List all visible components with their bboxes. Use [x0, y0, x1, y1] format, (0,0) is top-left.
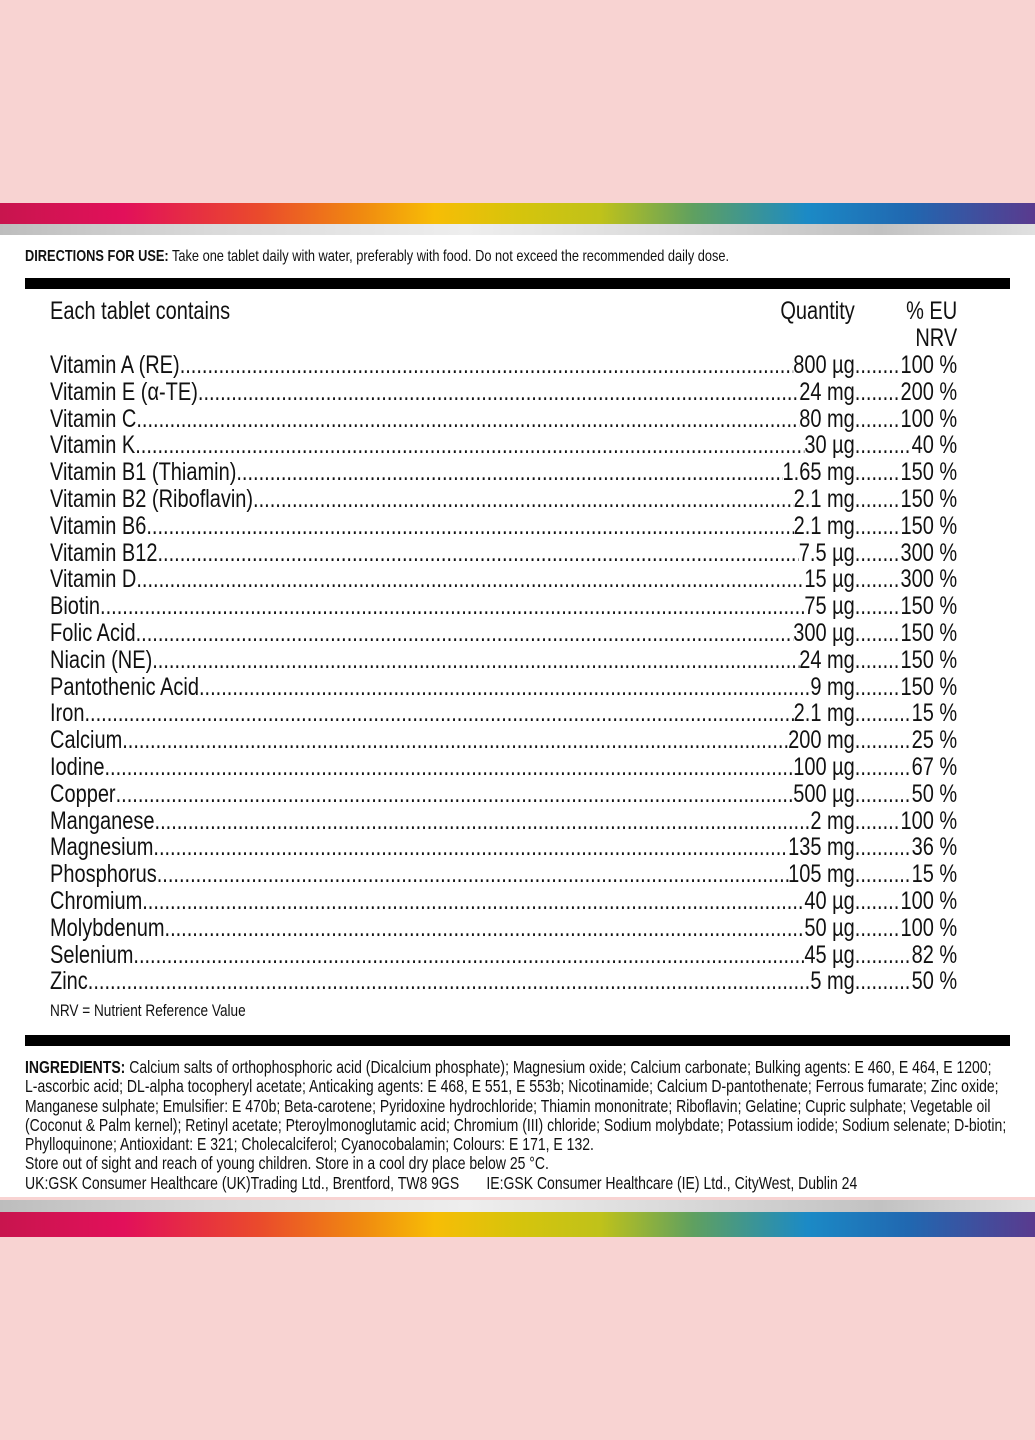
nutrient-quantity: 75 µg	[804, 593, 855, 620]
nutrient-name: Iodine	[50, 753, 105, 781]
dot-leader	[855, 593, 901, 620]
nutrient-name: Phosphorus	[50, 861, 157, 888]
nrv-footnote: NRV = Nutrient Reference Value	[50, 1001, 246, 1021]
silver-band-top	[0, 224, 1035, 235]
ingredients-line: L-ascorbic acid; DL-alpha tocopheryl acetate; Anticaking agents: E 468, E 551, E 553b; Nicotinamide; Calcium D-pantothenate; Ferrous fumarate; Zinc oxide;	[25, 1076, 999, 1097]
nutrient-row	[50, 834, 957, 861]
nutrient-quantity: 15 µg	[804, 566, 855, 594]
nutrient-name: Vitamin D	[50, 566, 137, 594]
nutrient-row	[50, 406, 957, 433]
nutrient-row	[50, 486, 957, 513]
nutrient-row	[50, 459, 957, 486]
dot-leader	[855, 808, 901, 835]
dot-leader	[855, 620, 901, 647]
dot-leader	[855, 781, 912, 808]
nutrient-row	[50, 593, 957, 620]
nutrient-row	[50, 754, 957, 781]
nutrient-quantity: 24 mg	[799, 378, 855, 406]
nutrient-row	[50, 915, 957, 942]
ingredients-line	[25, 1058, 1017, 1077]
nutrient-nrv-percent: 100 %	[900, 914, 958, 942]
nutrient-nrv-percent: 150 %	[900, 646, 958, 674]
nutrient-row	[50, 379, 957, 406]
nutrient-name: Folic Acid	[50, 619, 136, 647]
nutrient-quantity: 2.1 mg	[793, 485, 855, 513]
dot-leader	[146, 513, 793, 540]
silver-band-bottom	[0, 1200, 1035, 1212]
dot-leader	[84, 700, 793, 727]
nutrient-quantity: 1.65 mg	[782, 459, 855, 486]
dot-leader	[855, 406, 901, 433]
nutrient-nrv-percent: 100 %	[900, 405, 958, 433]
dot-leader	[122, 727, 788, 754]
dot-leader	[855, 888, 901, 915]
dot-leader	[855, 674, 901, 701]
nutrient-nrv-percent: 150 %	[900, 593, 958, 620]
dot-leader	[855, 513, 901, 540]
address-uk: UK:GSK Consumer Healthcare (UK)Trading Ltd., Brentford, TW8 9GS	[25, 1172, 460, 1193]
dot-leader	[855, 754, 912, 781]
nutrient-name: Vitamin K	[50, 432, 136, 460]
directions-text: Take one tablet daily with water, preferably with food. Do not exceed the recommended daily dose.	[168, 248, 730, 265]
nutrient-row	[50, 540, 957, 567]
dot-leader	[152, 647, 799, 674]
nutrient-row	[50, 352, 957, 379]
nutrient-quantity: 2.1 mg	[793, 512, 855, 540]
nutrient-name: Copper	[50, 780, 116, 808]
nutrient-quantity: 2.1 mg	[793, 700, 855, 728]
header-nrv-line1: % EU	[906, 297, 958, 325]
nutrient-quantity: 40 µg	[804, 887, 855, 915]
header-quantity: Quantity	[780, 297, 855, 325]
nutrient-quantity: 50 µg	[804, 914, 855, 942]
nutrient-nrv-percent: 100 %	[900, 887, 958, 915]
nutrient-row	[50, 620, 957, 647]
dot-leader	[855, 459, 901, 486]
ingredients-label: INGREDIENTS:	[25, 1057, 126, 1077]
nutrient-quantity: 135 mg	[788, 834, 855, 862]
nutrient-row	[50, 566, 957, 593]
nutrient-row	[50, 942, 957, 969]
addresses	[25, 1174, 1017, 1193]
nutrient-nrv-percent: 150 %	[900, 485, 958, 513]
dot-leader	[855, 352, 901, 379]
dot-leader	[133, 942, 804, 969]
nutrient-name: Vitamin B12	[50, 539, 158, 567]
nutrient-nrv-percent: 150 %	[900, 459, 958, 486]
nutrient-quantity: 5 mg	[810, 968, 855, 996]
dot-leader	[855, 861, 912, 888]
dot-leader	[180, 352, 794, 379]
nutrient-name: Vitamin A (RE)	[50, 352, 180, 379]
nutrient-row	[50, 700, 957, 727]
dot-leader	[157, 540, 798, 567]
dot-leader	[136, 620, 794, 647]
dot-leader	[198, 379, 799, 406]
dot-leader	[199, 674, 810, 701]
nutrient-quantity: 500 µg	[793, 780, 855, 808]
nutrient-nrv-percent: 50 %	[911, 968, 958, 996]
nutrient-quantity: 105 mg	[788, 861, 855, 888]
rainbow-stripe-top	[0, 203, 1035, 224]
nutrient-row	[50, 432, 957, 459]
dot-leader	[855, 727, 912, 754]
nutrient-quantity: 300 µg	[793, 619, 855, 647]
nutrient-name: Zinc	[50, 968, 88, 996]
dot-leader	[855, 834, 912, 861]
divider-bar-bottom	[25, 1035, 1010, 1046]
divider-bar-top	[25, 278, 1010, 289]
header-nrv-line2: NRV	[915, 324, 958, 352]
nutrient-nrv-percent: 100 %	[900, 807, 958, 835]
dot-leader	[116, 781, 794, 808]
dot-leader	[136, 566, 804, 593]
nutrient-nrv-percent: 40 %	[911, 432, 958, 460]
nutrient-nrv-percent: 300 %	[900, 539, 958, 567]
nutrient-nrv-percent: 15 %	[911, 861, 958, 888]
dot-leader	[135, 432, 804, 459]
nutrient-name: Niacin (NE)	[50, 646, 153, 674]
header-nrv	[855, 298, 957, 352]
nutrient-name: Vitamin B2 (Riboflavin)	[50, 485, 254, 513]
ingredients-line: Manganese sulphate; Emulsifier: E 470b; Beta-carotene; Pyridoxine hydrochloride; Thiamin mononitrate; Riboflavin; Gelatine; Cupric sulphate; Vegetable oil	[25, 1095, 991, 1116]
nutrient-quantity: 7.5 µg	[798, 539, 855, 567]
nutrient-quantity: 45 µg	[804, 941, 855, 969]
nutrient-row	[50, 968, 957, 995]
nutrient-name: Vitamin B1 (Thiamin)	[50, 459, 237, 486]
storage-text: Store out of sight and reach of young children. Store in a cool dry place below 25 °C.	[25, 1153, 549, 1174]
nutrient-name: Vitamin E (α-TE)	[50, 378, 198, 406]
nutrient-nrv-percent: 300 %	[900, 566, 958, 594]
nutrient-name: Vitamin B6	[50, 512, 147, 540]
ingredients-text: Calcium salts of orthophosphoric acid (Dicalcium phosphate); Magnesium oxide; Calcium carbonate; Bulking agents: E 460, E 464, E 1200;	[125, 1057, 992, 1077]
dot-leader	[88, 968, 811, 995]
nutrient-name: Magnesium	[50, 834, 154, 862]
dot-leader	[142, 888, 804, 915]
nutrient-quantity: 9 mg	[810, 673, 855, 701]
nutrient-quantity: 80 mg	[799, 405, 855, 433]
nutrient-name: Pantothenic Acid	[50, 673, 199, 701]
dot-leader	[855, 942, 912, 969]
dot-leader	[855, 486, 901, 513]
nutrient-quantity: 2 mg	[810, 807, 855, 835]
dot-leader	[855, 432, 912, 459]
dot-leader	[155, 808, 811, 835]
dot-leader	[157, 861, 788, 888]
nutrient-nrv-percent: 150 %	[900, 619, 958, 647]
nutrient-nrv-percent: 25 %	[911, 727, 958, 754]
dot-leader	[136, 406, 799, 433]
directions-label: DIRECTIONS FOR USE:	[25, 248, 169, 265]
dot-leader	[105, 754, 794, 781]
address-ie: IE:GSK Consumer Healthcare (IE) Ltd., CityWest, Dublin 24	[486, 1172, 858, 1193]
nutrient-row	[50, 861, 957, 888]
nutrient-name: Calcium	[50, 727, 123, 754]
rainbow-stripe-bottom	[0, 1212, 1035, 1237]
nutrient-nrv-percent: 150 %	[900, 673, 958, 701]
nutrient-name: Biotin	[50, 593, 101, 620]
nutrient-row	[50, 781, 957, 808]
nutrient-nrv-percent: 200 %	[900, 378, 958, 406]
dot-leader	[165, 915, 805, 942]
dot-leader	[855, 700, 912, 727]
nutrient-quantity: 24 mg	[799, 646, 855, 674]
nutrient-nrv-percent: 67 %	[911, 753, 958, 781]
nutrient-nrv-percent: 50 %	[911, 780, 958, 808]
nutrient-quantity: 100 µg	[793, 753, 855, 781]
table-header	[50, 298, 957, 352]
nutrient-row	[50, 888, 957, 915]
dot-leader	[855, 915, 901, 942]
nutrient-row	[50, 647, 957, 674]
header-each-tablet: Each tablet contains	[50, 297, 231, 325]
nutrient-quantity: 30 µg	[804, 432, 855, 460]
dot-leader	[100, 593, 804, 620]
nutrient-nrv-percent: 15 %	[911, 700, 958, 728]
nutrient-nrv-percent: 82 %	[911, 941, 958, 969]
dot-leader	[236, 459, 782, 486]
directions-for-use	[25, 248, 985, 266]
nutrient-name: Chromium	[50, 887, 143, 915]
nutrient-name: Vitamin C	[50, 405, 137, 433]
nutrition-table	[50, 298, 1035, 1021]
nutrient-name: Manganese	[50, 807, 155, 835]
nutrient-nrv-percent: 100 %	[900, 352, 958, 379]
nutrient-row	[50, 808, 957, 835]
dot-leader	[855, 379, 901, 406]
ingredients-line: (Coconut & Palm kernel); Retinyl acetate; Pteroylmonoglutamic acid; Chromium (III) chloride; Sodium molybdate; Potassium iodide; Sodium selenate; D-biotin;	[25, 1114, 1007, 1135]
nutrient-row	[50, 727, 957, 754]
dot-leader	[855, 566, 901, 593]
nutrient-name: Selenium	[50, 941, 134, 969]
nutrient-nrv-percent: 36 %	[911, 834, 958, 862]
nutrient-row	[50, 513, 957, 540]
dot-leader	[153, 834, 788, 861]
nutrient-name: Iron	[50, 700, 85, 728]
nutrient-quantity: 800 µg	[793, 352, 855, 379]
ingredients-block	[25, 1058, 1017, 1193]
dot-leader	[855, 647, 901, 674]
nutrient-name: Molybdenum	[50, 914, 165, 942]
nutrient-nrv-percent: 150 %	[900, 512, 958, 540]
nutrient-quantity: 200 mg	[788, 727, 855, 754]
ingredients-line: Phylloquinone; Antioxidant: E 321; Cholecalciferol; Cyanocobalamin; Colours: E 171, E 132.	[25, 1134, 594, 1155]
dot-leader	[855, 968, 912, 995]
dot-leader	[253, 486, 794, 513]
dot-leader	[855, 540, 901, 567]
nutrient-row	[50, 674, 957, 701]
